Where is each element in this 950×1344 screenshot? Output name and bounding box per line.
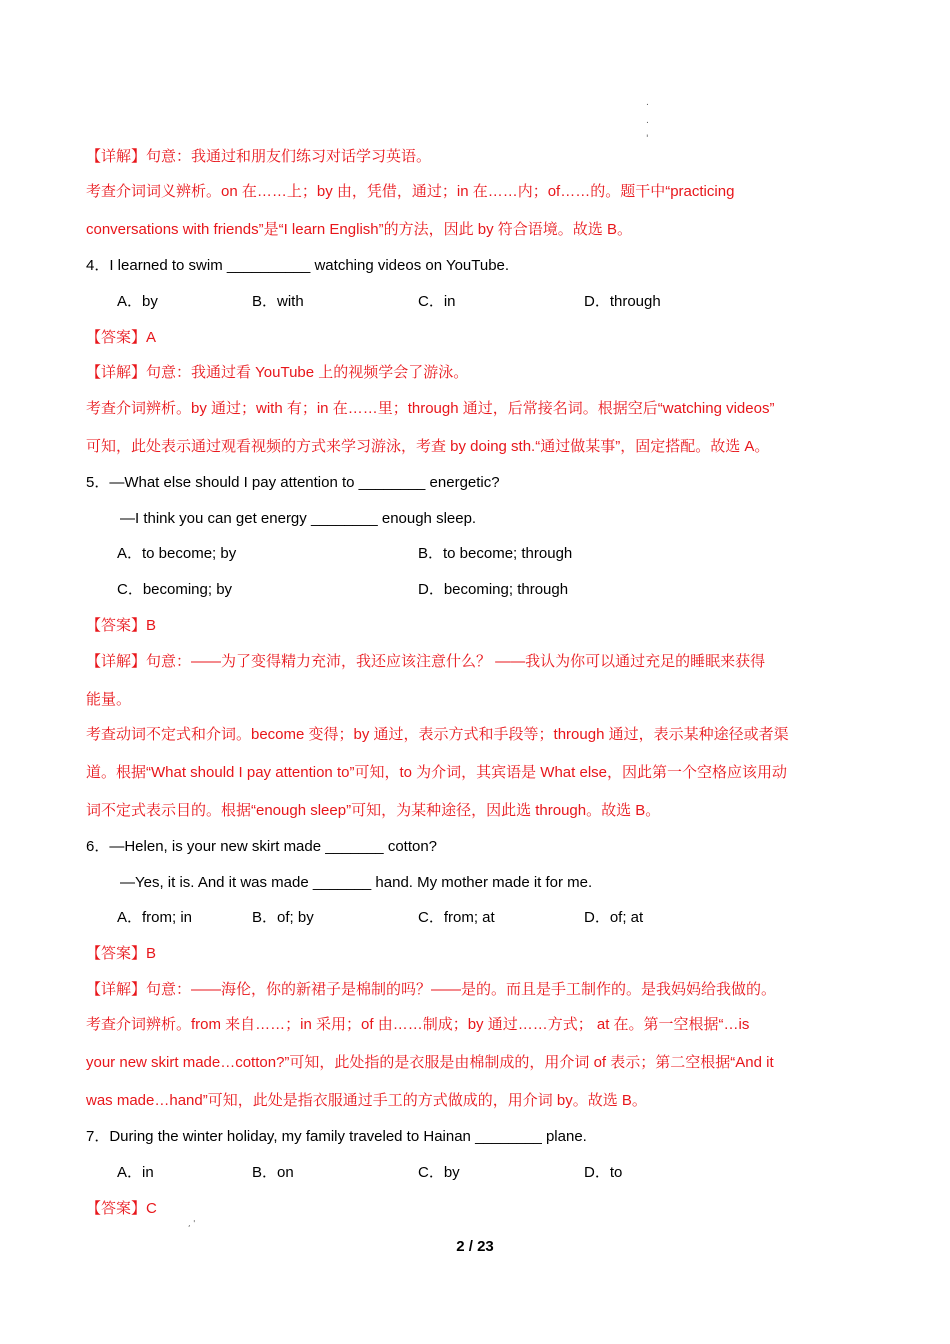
explanation-line: 【详解】句意：我通过和朋友们练习对话学习英语。 bbox=[86, 148, 432, 165]
q7-option-c: C．by bbox=[418, 1164, 460, 1181]
question-5-reply: —I think you can get energy ________ enough sleep. bbox=[120, 510, 477, 527]
q7-option-d: D．to bbox=[584, 1164, 623, 1181]
q4-answer: 【答案】A bbox=[86, 329, 157, 346]
q6-explanation: was made…hand”可知，此处是指衣服通过手工的方式做成的，用介词 by。故选 B。 bbox=[86, 1092, 647, 1109]
q5-explanation: 能量。 bbox=[86, 691, 132, 708]
q7-answer: 【答案】C bbox=[86, 1200, 157, 1217]
stray-mark: ' bbox=[646, 134, 649, 144]
stray-marks-top bbox=[646, 94, 649, 148]
q5-explanation: 考查动词不定式和介词。become 变得；by 通过，表示方式和手段等；through 通过，表示某种途径或者渠 bbox=[86, 726, 789, 743]
current-page: 2 bbox=[456, 1238, 465, 1255]
page-separator: / bbox=[468, 1238, 473, 1255]
q4-option-b: B．with bbox=[252, 293, 304, 310]
q6-option-a: A．from; in bbox=[117, 909, 193, 926]
q6-option-b: B．of; by bbox=[252, 909, 314, 926]
question-7: 7．During the winter holiday, my family traveled to Hainan ________ plane. bbox=[86, 1128, 587, 1145]
question-6: 6．—Helen, is your new skirt made _______ cotton? bbox=[86, 838, 438, 855]
q6-option-c: C．from; at bbox=[418, 909, 495, 926]
q6-option-d: D．of; at bbox=[584, 909, 644, 926]
q6-explanation: 【详解】句意：——海伦，你的新裙子是棉制的吗？——是的。而且是手工制作的。是我妈妈给我做的。 bbox=[86, 981, 777, 998]
q5-option-d: D．becoming; through bbox=[418, 581, 569, 598]
question-4: 4．I learned to swim __________ watching videos on YouTube. bbox=[86, 257, 510, 274]
explanation-line: 考查介词词义辨析。on 在……上；by 由，凭借，通过；in 在……内；of……的。题干中“practicing bbox=[86, 183, 735, 200]
total-pages: 23 bbox=[477, 1238, 494, 1255]
q6-explanation: 考查介词辨析。from 来自……；in 采用；of 由……制成；by 通过……方式； at 在。第一空根据“…is bbox=[86, 1016, 750, 1033]
q5-explanation: 词不定式表示目的。根据“enough sleep”可知，为某种途径，因此选 through。故选 B。 bbox=[86, 802, 661, 819]
q4-explanation: 【详解】句意：我通过看 YouTube 上的视频学会了游泳。 bbox=[86, 364, 469, 381]
question-6-reply: —Yes, it is. And it was made _______ hand. My mother made it for me. bbox=[120, 874, 593, 891]
question-5: 5．—What else should I pay attention to ________ energetic? bbox=[86, 474, 500, 491]
stray-marks-bottom: , ' bbox=[188, 1219, 196, 1228]
q7-option-b: B．on bbox=[252, 1164, 294, 1181]
q4-explanation: 可知，此处表示通过观看视频的方式来学习游泳，考查 by doing sth.“通过做某事”，固定搭配。故选 A。 bbox=[86, 438, 770, 455]
q5-explanation: 道。根据“What should I pay attention to”可知，to 为介词，其宾语是 What else，因此第一个空格应该用动 bbox=[86, 764, 787, 781]
q5-answer: 【答案】B bbox=[86, 617, 157, 634]
q6-explanation: your new skirt made…cotton?”可知，此处指的是衣服是由棉制成的，用介词 of 表示；第二空根据“And it bbox=[86, 1054, 774, 1071]
q5-option-b: B．to become; through bbox=[418, 545, 573, 562]
q5-option-a: A．to become; by bbox=[117, 545, 237, 562]
q4-explanation: 考查介词辨析。by 通过；with 有；in 在……里；through 通过，后常接名词。根据空后“watching videos” bbox=[86, 400, 775, 417]
q7-option-a: A．in bbox=[117, 1164, 154, 1181]
explanation-line: conversations with friends”是“I learn English”的方法，因此 by 符合语境。故选 B。 bbox=[86, 221, 632, 238]
q5-explanation: 【详解】句意：——为了变得精力充沛，我还应该注意什么？ ——我认为你可以通过充足的睡眠来获得 bbox=[86, 653, 766, 670]
q4-option-a: A．by bbox=[117, 293, 158, 310]
page-number-footer bbox=[0, 1238, 950, 1255]
stray-mark: . bbox=[646, 116, 649, 126]
stray-mark: . bbox=[646, 98, 649, 108]
q6-answer: 【答案】B bbox=[86, 945, 157, 962]
q5-option-c: C．becoming; by bbox=[117, 581, 233, 598]
q4-option-c: C．in bbox=[418, 293, 456, 310]
q4-option-d: D．through bbox=[584, 293, 661, 310]
